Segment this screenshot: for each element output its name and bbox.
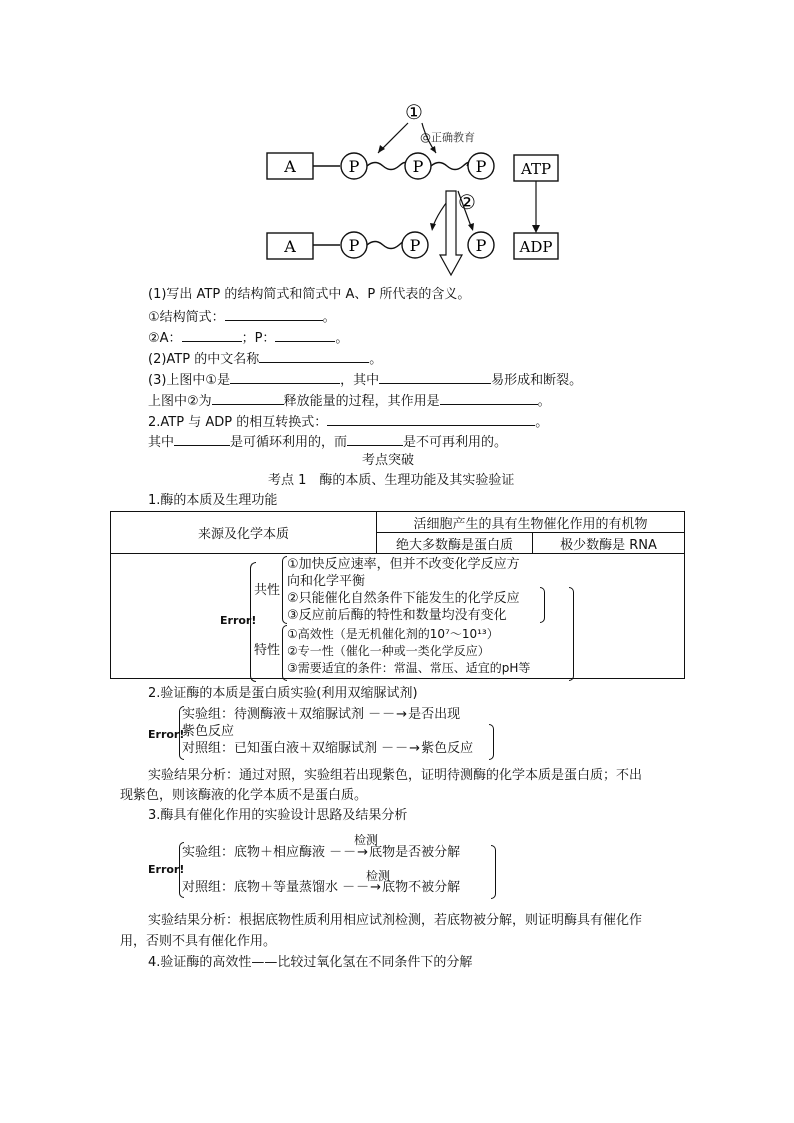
special-item: ①高效性（是无机催化剂的10⁷～10¹³） — [287, 627, 499, 641]
atp-structure-diagram — [260, 95, 570, 285]
question-1: (1)写出 ATP 的结构简式和简式中 A、P 所代表的含义。 — [148, 287, 471, 302]
answer-blank — [347, 433, 403, 446]
answer-blank — [230, 371, 340, 384]
answer-blank — [327, 413, 535, 426]
brace — [489, 724, 494, 760]
question-1b: ②A： ；P： 。 — [148, 331, 349, 346]
detect-label: 检测 — [366, 869, 391, 883]
question-2: (2)ATP 的中文名称 。 — [148, 352, 383, 367]
table-cell: 活细胞产生的具有生物催化作用的有机物 — [377, 512, 685, 533]
common-item: ③反应前后酶的特性和数量均没有变化 — [287, 608, 507, 623]
label-circle-2: ② — [458, 190, 476, 214]
brace — [491, 845, 496, 899]
exp3-line: 实验组：底物＋相应酶液 －－→底物是否被分解 — [182, 845, 461, 860]
error-label: Error! — [220, 614, 257, 627]
label-atp: ATP — [520, 160, 552, 178]
label-p-3: P — [475, 157, 487, 176]
exp2-analysis: 现紫色，则该酶液的化学本质不是蛋白质。 — [120, 788, 368, 803]
exp2-line: 紫色反应 — [182, 724, 235, 739]
answer-blank — [259, 350, 369, 363]
error-label: Error! — [148, 863, 185, 876]
answer-blank — [225, 308, 323, 321]
section-2-note: 其中 是可循环利用的，而 是不可再利用的。 — [148, 435, 508, 450]
answer-blank — [174, 433, 230, 446]
exp3-analysis: 实验结果分析：根据底物性质利用相应试剂检测，若底物被分解，则证明酶具有催化作 — [148, 913, 643, 928]
exp2-line: 实验组：待测酶液＋双缩脲试剂 －－→是否出现 — [182, 707, 461, 722]
section-2-conversion: 2.ATP 与 ADP 的相互转换式： 。 — [148, 415, 549, 430]
common-item: ①加快反应速率，但并不改变化学反应方 — [287, 557, 520, 572]
exp2-line: 对照组：已知蛋白液＋双缩脲试剂 －－→紫色反应 — [182, 741, 474, 756]
common-label: 共性 — [254, 583, 281, 598]
label-a-top: A — [284, 157, 296, 176]
question-3b: 上图中②为 释放能量的过程，其作用是 。 — [148, 394, 551, 409]
brace — [250, 562, 256, 682]
answer-blank — [182, 329, 242, 342]
watermark: @正确教育 — [420, 131, 475, 144]
brace — [569, 587, 574, 681]
exp2-analysis: 实验结果分析：通过对照，实验组若出现紫色，证明待测酶的化学本质是蛋白质；不出 — [148, 768, 643, 783]
detect-label: 检测 — [354, 833, 379, 847]
answer-blank — [275, 329, 335, 342]
table-row-label: 来源及化学本质 — [111, 512, 377, 554]
label-adp: ADP — [519, 238, 553, 256]
topic-heading: 考点 1 酶的本质、生理功能及其实验验证 — [268, 473, 515, 488]
label-p-2: P — [412, 157, 424, 176]
question-1a: ①结构简式： 。 — [148, 310, 336, 325]
label-a-bottom: A — [284, 237, 296, 256]
table-cell: 极少数酶是 RNA — [533, 533, 685, 554]
table-cell: 绝大多数酶是蛋白质 — [377, 533, 533, 554]
label-p-5: P — [409, 236, 421, 255]
common-item: ②只能催化自然条件下能发生的化学反应 — [287, 591, 520, 606]
common-item: 向和化学平衡 — [287, 574, 366, 589]
answer-blank — [212, 392, 284, 405]
label-p-6: P — [475, 236, 487, 255]
experiment-3-title: 3.酶具有催化作用的实验设计思路及结果分析 — [148, 808, 408, 823]
experiment-2-title: 2.验证酶的本质是蛋白质实验(利用双缩脲试剂) — [148, 686, 418, 701]
label-p-4: P — [348, 236, 360, 255]
label-p-1: P — [348, 157, 360, 176]
special-item: ②专一性（催化一种或一类化学反应） — [287, 644, 490, 658]
special-item: ③需要适宜的条件：常温、常压、适宜的pH等 — [287, 661, 531, 675]
label-circle-1: ① — [405, 100, 423, 124]
answer-blank — [379, 371, 491, 384]
error-label: Error! — [148, 728, 185, 741]
exp3-analysis: 用，否则不具有催化作用。 — [120, 934, 277, 949]
special-label: 特性 — [254, 643, 281, 658]
brace — [540, 587, 545, 623]
section-heading: 考点突破 — [362, 453, 415, 468]
exp3-line: 对照组：底物＋等量蒸馏水 －－→底物不被分解 — [182, 880, 461, 895]
subsection-1-title: 1.酶的本质及生理功能 — [148, 493, 278, 508]
question-3a: (3)上图中①是 ，其中 易形成和断裂。 — [148, 373, 583, 388]
answer-blank — [440, 392, 538, 405]
experiment-4-title: 4.验证酶的高效性——比较过氧化氢在不同条件下的分解 — [148, 955, 473, 970]
